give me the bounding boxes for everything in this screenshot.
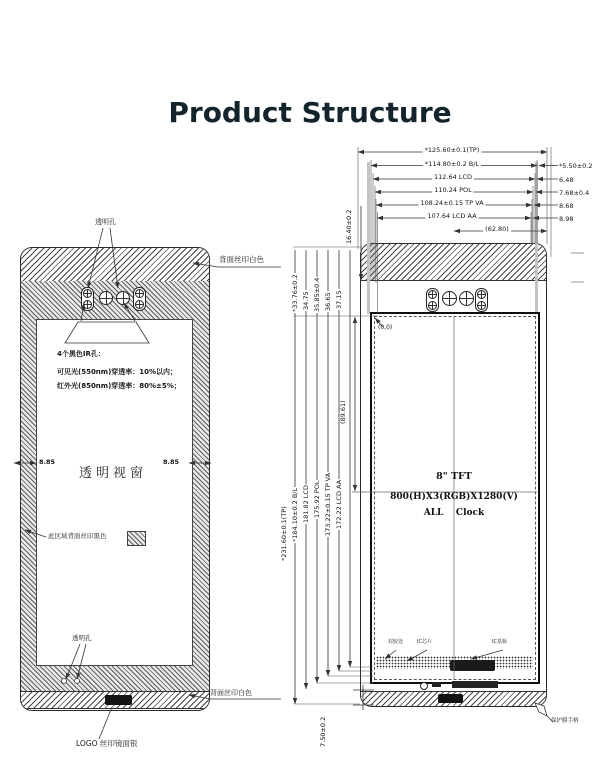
alignment-hole-icon bbox=[420, 682, 428, 690]
ir-hole-pill-icon bbox=[475, 288, 488, 312]
logo-silver-print bbox=[105, 695, 132, 705]
dim-offset-3376: *33.76±0.2 bbox=[291, 274, 299, 312]
edge-dim-5: 8.98 bbox=[559, 215, 574, 223]
logo-print bbox=[438, 694, 463, 703]
panel-drive-label: ALL Clock bbox=[423, 508, 485, 518]
panel-size-label: 8" TFT bbox=[436, 471, 472, 482]
dim-pol-height: 175.92 POL bbox=[313, 480, 321, 518]
dim-half-width: (62.80) bbox=[485, 225, 509, 233]
edge-dim-right: 8.85 bbox=[163, 458, 180, 466]
window-label: 透明视窗 bbox=[78, 466, 147, 481]
substrate-label: IC基板 bbox=[492, 639, 507, 645]
white-silk-label-top: 背面丝印白色 bbox=[219, 255, 264, 264]
dim-tp-height: *231.60±0.1(TP) bbox=[280, 506, 288, 561]
black-silk-label: 此区域背面丝印黑色 bbox=[48, 532, 107, 540]
ir-hole-circle-icon bbox=[442, 291, 457, 306]
edge-dim-4: 8.68 bbox=[559, 202, 574, 210]
ic-label: IC芯片 bbox=[417, 639, 432, 645]
ir-hole-pill-icon bbox=[426, 288, 439, 312]
dim-half-height: (89.61) bbox=[339, 400, 347, 424]
ir-note-line1: 4个黑色IR孔： bbox=[57, 350, 105, 358]
white-silk-label-bottom: 背面丝印白色 bbox=[210, 689, 252, 697]
ir-hole-circle-icon bbox=[99, 291, 113, 305]
dim-tp-width: *125.60±0.1(TP) bbox=[424, 146, 480, 154]
dim-lcdaa-width: 107.64 LCD AA bbox=[427, 212, 477, 220]
dim-offset-3475: 34.75 bbox=[302, 291, 310, 310]
dim-lcdaa-height: 172.22 LCD AA bbox=[335, 479, 343, 529]
ir-hole-circle-icon bbox=[459, 291, 474, 306]
hole-label-bottom: 透明孔 bbox=[72, 634, 92, 642]
dim-offset-3665: 36.65 bbox=[324, 292, 332, 311]
ir-hole-circle-icon bbox=[116, 291, 130, 305]
dim-tpva-height: 173.22±0.15 TP VA bbox=[324, 472, 332, 536]
dim-bl-width: *114.80±0.2 B/L bbox=[424, 159, 480, 168]
page-title: Product Structure bbox=[168, 96, 452, 129]
logo-label: LOGO 丝印镜面银 bbox=[76, 739, 138, 748]
edge-dim-3: 7.68±0.4 bbox=[559, 189, 590, 197]
black-silk-swatch bbox=[127, 531, 146, 546]
film-tab-label: 保护膜手柄 bbox=[551, 718, 579, 724]
component-chip bbox=[432, 682, 441, 687]
ir-note-line2: 可见光(550nm)穿透率：10%以内； bbox=[57, 368, 178, 376]
panel-resolution-label: 800(H)X3(RGB)X1280(V) bbox=[390, 492, 518, 502]
ir-note-line3: 红外光(850nm)穿透率：80%±5%； bbox=[57, 382, 181, 390]
dim-top-offset: 16.40±0.2 bbox=[345, 209, 353, 244]
glass-edge-bar bbox=[367, 162, 370, 314]
edge-dim-2: 6.48 bbox=[559, 175, 574, 184]
dim-offset-3715: 37.15 bbox=[335, 290, 343, 309]
dim-offset-3585: 35.85±0.4 bbox=[313, 277, 321, 312]
edge-dim-1: *5.50±0.2 bbox=[559, 162, 593, 170]
ir-hole-pill-icon bbox=[81, 287, 94, 311]
dim-bl-height: *184.10±0.2 B/L bbox=[291, 487, 299, 542]
seal-label: 封胶处 bbox=[388, 639, 404, 645]
driver-ic bbox=[450, 660, 495, 671]
dim-pol-width: 110.24 POL bbox=[434, 186, 472, 194]
edge-dim-left: 8.85 bbox=[39, 458, 56, 466]
fpc-connector bbox=[452, 681, 498, 688]
origin-label: (0,0) bbox=[378, 324, 393, 331]
dim-tpva-width: 108.24±0.15 TP VA bbox=[420, 199, 484, 207]
left-top-white-silk-band bbox=[21, 248, 209, 282]
ir-hole-pill-icon bbox=[133, 287, 146, 311]
hole-label-top: 透明孔 bbox=[95, 218, 116, 226]
dim-lcd-width: 112.64 LCD bbox=[434, 173, 472, 181]
dim-bottom-strip: 7.50±0.2 bbox=[319, 716, 327, 747]
dim-lcd-height: 181.82 LCD bbox=[302, 485, 310, 523]
right-top-silk-band bbox=[361, 244, 546, 281]
glass-edge-bar bbox=[535, 162, 538, 314]
